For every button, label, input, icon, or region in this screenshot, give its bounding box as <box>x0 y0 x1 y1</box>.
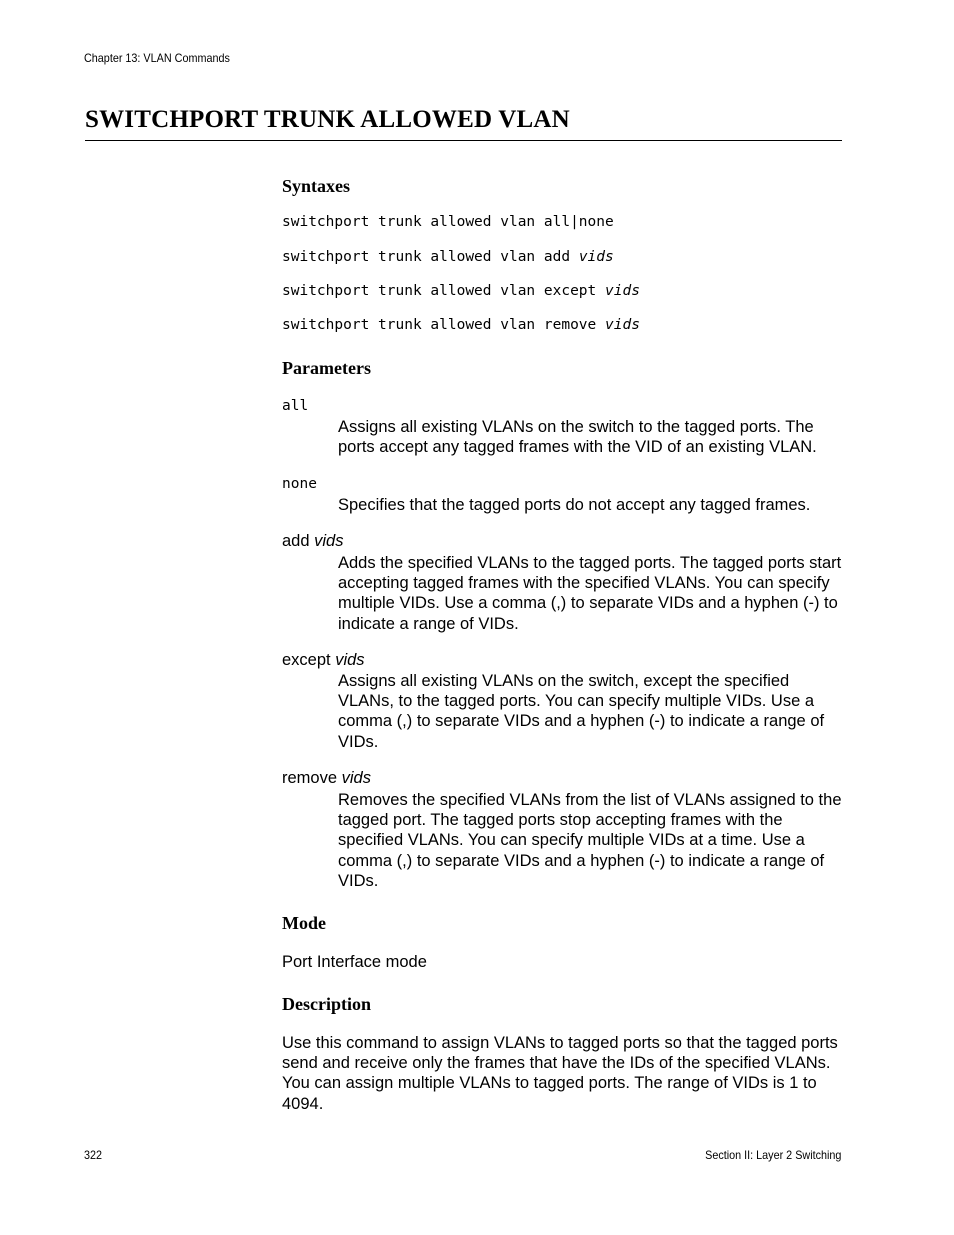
parameter-term: except vids <box>282 651 365 669</box>
parameters-heading: Parameters <box>282 358 371 378</box>
parameter-definition: Assigns all existing VLANs on the switch, except the specified VLANs, to the tagged ports. You can specify multiple VIDs. Use a comma (,) to separate VIDs and a hyphen (-) to indicate a range of VIDs. <box>338 672 825 751</box>
syntax-line: switchport trunk allowed vlan remove vids <box>282 317 640 333</box>
syntax-line: switchport trunk allowed vlan add vids <box>282 249 614 265</box>
syntaxes-heading: Syntaxes <box>282 176 351 196</box>
parameter-definition: Adds the specified VLANs to the tagged ports. The tagged ports start accepting tagged frames with the specified VLANs. You can specify multiple VIDs. Use a comma (,) to separate VIDs and a hyphen (-) to indicate a range of VIDs. <box>338 554 842 633</box>
parameter-definition: Removes the specified VLANs from the list of VLANs assigned to the tagged port. The tagged ports stop accepting frames with the specified VLANs. You can specify multiple VIDs at a time. Use a comma (,) to separate VIDs and a hyphen (-) to indicate a range of VIDs. <box>338 791 842 890</box>
parameter-term: remove vids <box>282 769 371 787</box>
title-rule <box>85 140 842 141</box>
mode-heading: Mode <box>282 913 326 933</box>
running-footer: Section II: Layer 2 Switching <box>704 1148 841 1162</box>
mode-text: Port Interface mode <box>282 953 427 971</box>
syntax-line: switchport trunk allowed vlan all|none <box>282 214 614 230</box>
parameter-definition: Assigns all existing VLANs on the switch to the tagged ports. The ports accept any tagged frames with the VID of an existing VLAN. <box>338 418 817 457</box>
parameter-term: add vids <box>282 532 344 550</box>
running-header: Chapter 13: VLAN Commands <box>84 51 230 65</box>
parameter-definition: Specifies that the tagged ports do not accept any tagged frames. <box>338 496 811 514</box>
page-title: SWITCHPORT TRUNK ALLOWED VLAN <box>85 106 570 133</box>
description-heading: Description <box>282 994 371 1014</box>
parameter-term: all <box>282 398 309 414</box>
page-number: 322 <box>84 1148 103 1162</box>
parameter-term: none <box>282 476 317 492</box>
description-text: Use this command to assign VLANs to tagged ports so that the tagged ports send and receive only the frames that have the IDs of the specified VLANs. You can assign multiple VLANs to tagged ports. The range of VIDs is 1 to 4094. <box>282 1034 838 1113</box>
syntax-line: switchport trunk allowed vlan except vids <box>282 283 640 299</box>
